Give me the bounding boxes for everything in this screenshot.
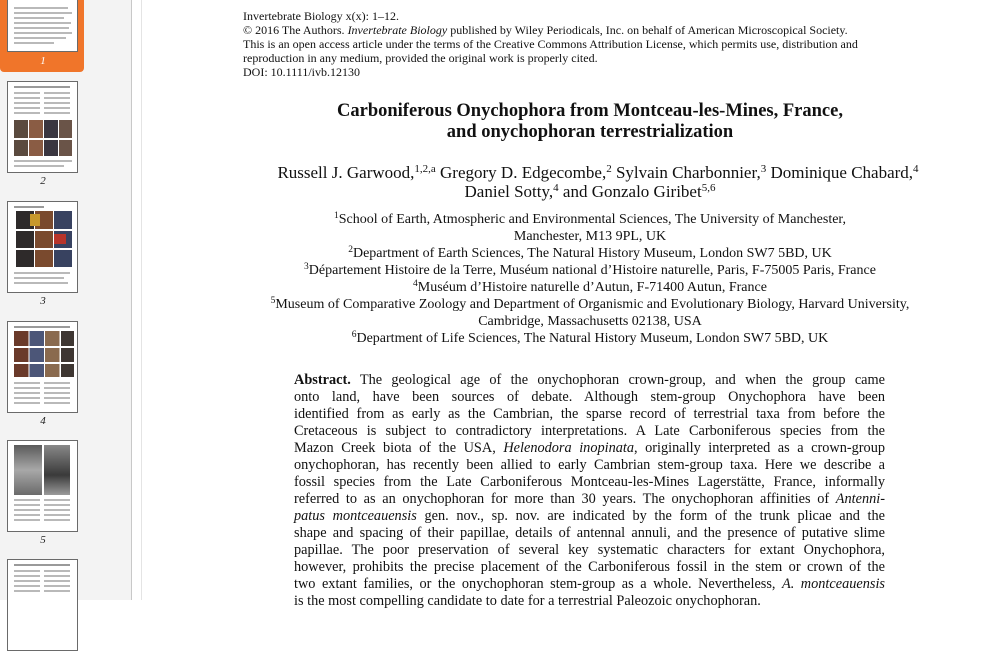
thumbnail-image — [7, 559, 78, 651]
journal-citation: Invertebrate Biology x(x): 1–12. — [243, 9, 399, 23]
license-line-2: reproduction in any medium, provided the original work is properly cited. — [243, 51, 598, 65]
thumbnail-sidebar — [0, 0, 132, 600]
affiliation-3: $^3$Département Histoire de la Terre, Muséum national d’Histoire naturelle, Paris, F-75005 Paris, France — [304, 262, 876, 278]
abstract-line: Cretaceous is subject to contradictory interpretations. A Late Carboniferous species from the — [294, 423, 885, 439]
abstract-line: is the most compelling candidate to date for a terrestrial Paleozoic onychophoran. — [294, 593, 761, 609]
document-page — [133, 0, 1000, 609]
abstract-line: Mazon Creek biota of the USA, Helenodora inopinata, originally interpreted as a crown-group — [294, 440, 885, 456]
abstract-line: onychophoran, has recently been allied to early Cambrian stem-group taxa. Here we describe a — [294, 457, 885, 473]
affiliation-1: $^1$School of Earth, Atmospheric and Environmental Sciences, The University of Manchester, — [333, 211, 847, 227]
doi-line: DOI: 10.1111/ivb.12130 — [243, 65, 360, 79]
authors-line-2: Daniel Sotty,$^4$ and Gonzalo Giribet$^{5,6}$ — [464, 182, 716, 201]
affiliation-1-cont: Manchester, M13 9PL, UK — [513, 229, 667, 244]
thumbnail-image — [7, 81, 78, 173]
affiliation-2: $^2$Department of Earth Sciences, The Natural History Museum, London SW7 5BD, UK — [348, 245, 832, 261]
thumbnail-image — [7, 201, 78, 293]
page-number: 1 — [40, 55, 46, 67]
abstract — [294, 372, 885, 610]
abstract-line: fossil species from the Late Carboniferous Montceau-les-Mines Lagerstätte, France, informally — [294, 474, 885, 490]
page-number: 5 — [40, 534, 46, 546]
copyright-line: © 2016 The Authors. Invertebrate Biology published by Wiley Periodicals, Inc. on behalf of American Microscopical Society. — [243, 23, 848, 37]
page-number: 2 — [40, 175, 46, 187]
page-divider — [141, 0, 142, 600]
affiliation-5-cont: Cambridge, Massachusetts 02138, USA — [478, 314, 702, 329]
affiliation-4: $^4$Muséum d’Histoire naturelle d’Autun, F-71400 Autun, France — [413, 279, 767, 295]
abstract-line: papillae. The poor preservation of several key systematic characters for extant Onychophora, — [294, 542, 885, 558]
paper-title-line-2: and onychophoran terrestrialization — [446, 122, 734, 142]
page-number: 3 — [40, 295, 46, 307]
page-number: 4 — [40, 415, 46, 427]
affiliation-5: $^5$Museum of Comparative Zoology and Department of Organismic and Evolutionary Biology, Harvard University, — [270, 296, 910, 312]
abstract-line: identified from as early as the Cambrian, the sparse record of terrestrial taxa from before the — [294, 406, 885, 422]
abstract-line: however, prohibits the precise placement of the Carboniferous fossil in the stem or crown of the — [294, 559, 885, 575]
thumbnail-image — [7, 321, 78, 413]
abstract-line: patus montceauensis gen. nov., sp. nov. are indicated by the form of the trunk plicae and the — [294, 508, 885, 524]
license-line: This is an open access article under the terms of the Creative Commons Attribution License, which permits use, distribution and — [243, 37, 858, 51]
affiliation-6: $^6$Department of Life Sciences, The Natural History Museum, London SW7 5BD, UK — [351, 330, 829, 346]
abstract-line: two extant families, or the onychophoran stem-group as a whole. Nevertheless, A. montceauensis — [294, 576, 885, 592]
thumbnail-image — [7, 0, 78, 52]
abstract-line: onto land, have been sources of debate. Although stem-group Onychophora have been — [294, 389, 885, 405]
authors-line-1: Russell J. Garwood,$^{1,2,a}$ Gregory D. Edgecombe,$^2$ Sylvain Charbonnier,$^3$ Dominique Chabard,$^4$ — [277, 163, 919, 182]
abstract-line: Abstract. The geological age of the onychophoran crown-group, and when the group came — [294, 372, 885, 388]
abstract-line: referred to as an onychophoran for more than 30 years. The onychophoran affinities of Antenni- — [294, 491, 885, 507]
abstract-line: shape and spacing of their papillae, details of antennal annuli, and the presence of putative slime — [294, 525, 885, 541]
paper-title-line-1: Carboniferous Onychophora from Montceau-les-Mines, France, — [337, 101, 843, 121]
thumbnail-image — [7, 440, 78, 532]
